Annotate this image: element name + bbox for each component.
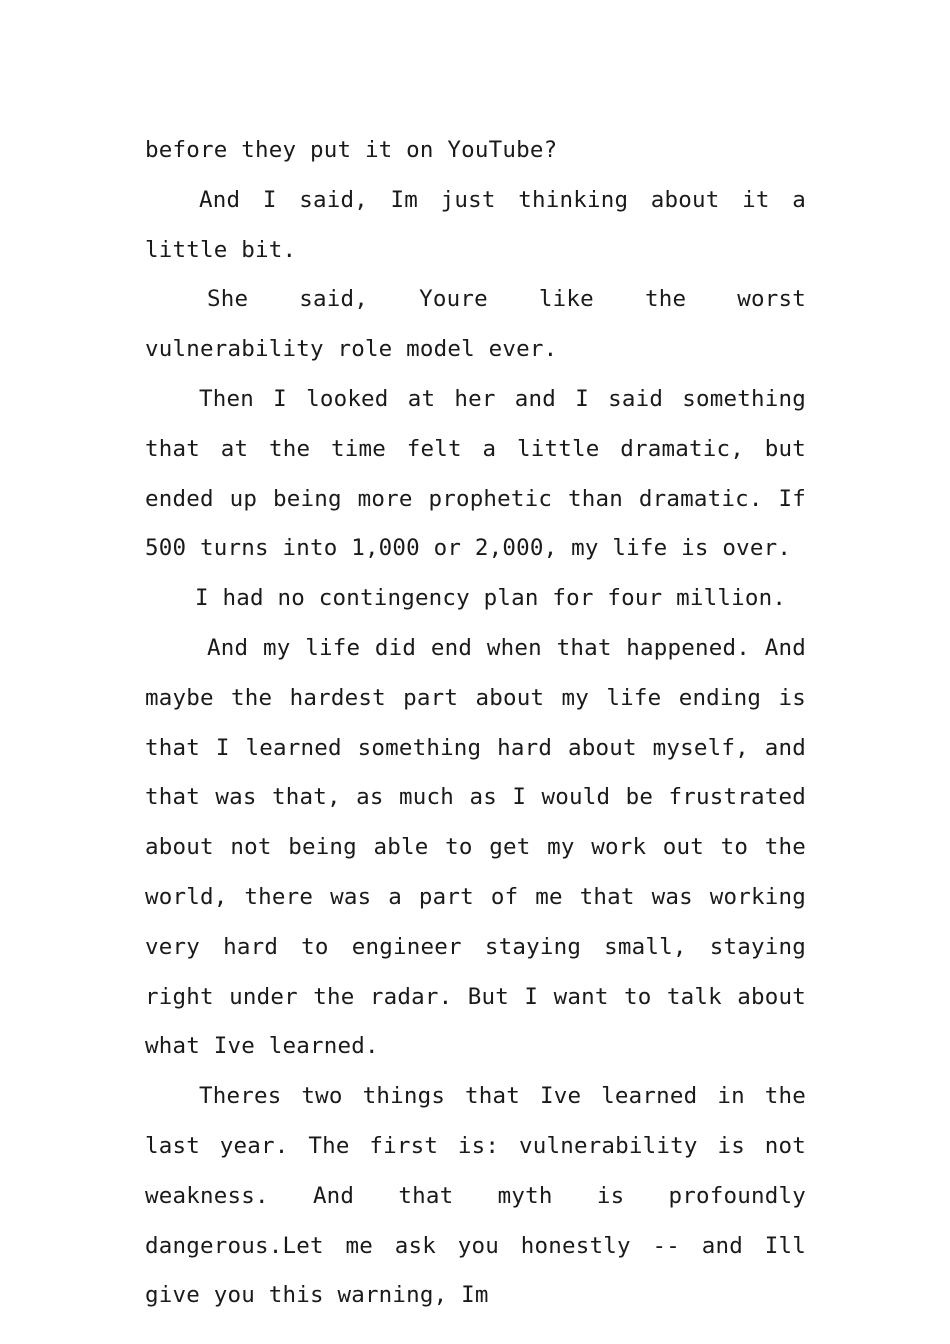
paragraph: I had no contingency plan for four million.	[195, 585, 787, 612]
paragraph: She said, Youre like the worst vulnerability role model ever.	[145, 286, 806, 363]
paragraph: Theres two things that Ive learned in the last year. The first is: vulnerability is not weakness. And that myth is profoundly dangerous.Let me ask you honestly -- and Ill give you this warning, Im	[145, 1083, 806, 1309]
paragraph-continuation: before they put it on YouTube?	[145, 137, 558, 163]
paragraph: And I said, Im just thinking about it a little bit.	[145, 186, 806, 263]
paragraph: And my life did end when that happened. And maybe the hardest part about my life ending is that I learned something hard about myself, and that was that, as much as I would be frustrated about not being able to get my work out to the world, there was a part of me that was working very hard to engineer staying small, staying right under the radar. But I want to talk about what Ive learned.	[145, 634, 806, 1060]
paragraph: Then I looked at her and I said something that at the time felt a little dramatic, but ended up being more prophetic than dramatic. If 500 turns into 1,000 or 2,000, my life is over.	[145, 385, 806, 562]
body-text	[145, 126, 806, 1321]
